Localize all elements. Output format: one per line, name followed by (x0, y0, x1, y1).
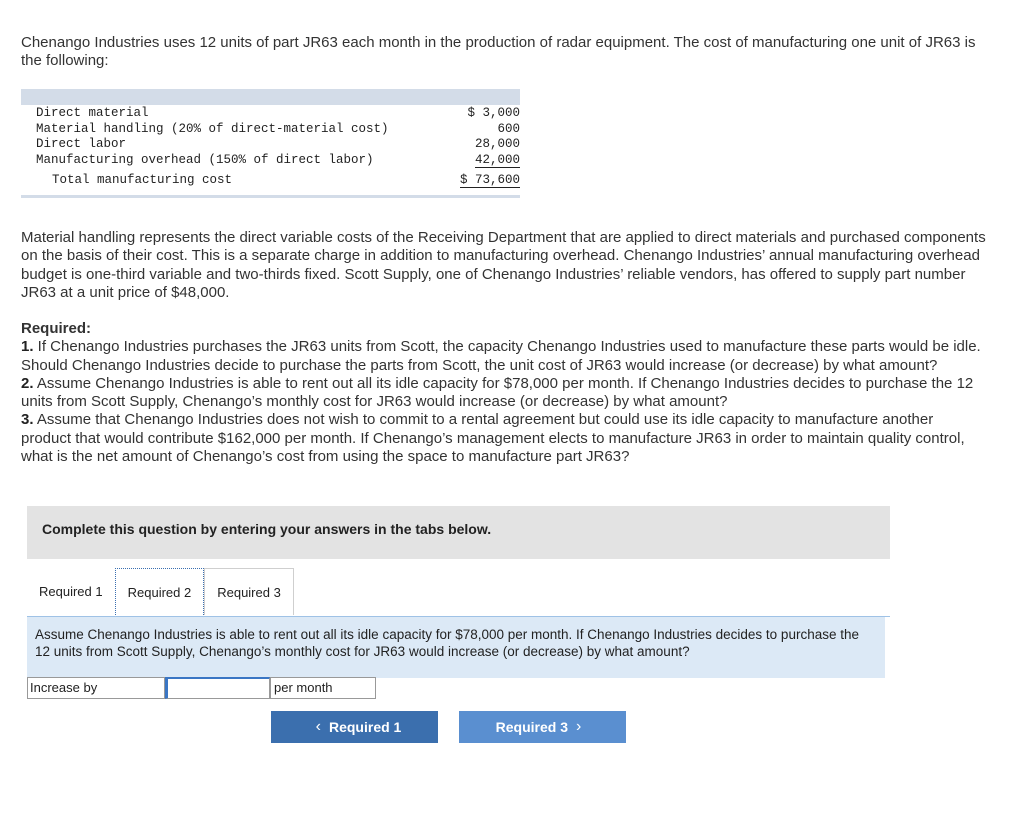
required-number: 1. (21, 338, 34, 356)
cost-amount-underlined: 42,000 (474, 152, 520, 167)
cost-label: Direct labor (36, 137, 127, 152)
chevron-left-icon: ‹ (315, 718, 321, 735)
cost-row (21, 153, 520, 169)
cost-label: Material handling (20% of direct-material cost) (36, 121, 389, 136)
answer-input[interactable] (165, 677, 270, 699)
required-heading: Required: (21, 320, 92, 337)
cost-total-underlined: $ 73,600 (459, 173, 520, 188)
cost-table (21, 89, 520, 198)
cost-row (21, 106, 520, 122)
answer-label-select[interactable]: Increase by (27, 677, 165, 699)
next-button-label: Required 3 (495, 719, 569, 735)
cost-row (21, 137, 520, 153)
prev-button[interactable] (271, 711, 438, 743)
tab-bar (27, 568, 294, 616)
chevron-right-icon: › (576, 718, 582, 735)
required-item (21, 338, 986, 375)
required-number: 3. (21, 411, 34, 429)
required-section (21, 320, 986, 466)
tab-required-2[interactable]: Required 2 (115, 568, 205, 615)
tab-required-3[interactable]: Required 3 (204, 568, 294, 615)
cost-amount (445, 153, 520, 169)
cost-label: Direct material (36, 106, 149, 120)
banner-text: Complete this question by entering your answers in the tabs below. (42, 521, 492, 537)
answer-unit: per month (270, 677, 376, 699)
cost-row (21, 122, 520, 138)
instructions-banner (27, 506, 890, 559)
required-number: 2. (21, 374, 34, 392)
answer-row (27, 677, 376, 699)
cost-total-amount (447, 173, 520, 189)
question-box: Assume Chenango Industries is able to rent out all its idle capacity for $78,000 per month. If Chenango Industries decides to purchase the 12 units from Scott Supply, Chenango’s monthly cost for JR63 would increase (or decrease) by what amount? (27, 617, 885, 678)
cost-total-label: Total manufacturing cost (52, 173, 233, 188)
tab-required-1[interactable]: Required 1 (39, 584, 103, 599)
required-text: If Chenango Industries purchases the JR63 units from Scott, the capacity Chenango Industries used to manufacture these parts would be idle. Should Chenango Industries decide to purchase the parts from Scott, the unit cost of JR63 would increase (or decrease) by what amount? (21, 338, 981, 374)
cost-amount: 28,000 (474, 137, 520, 152)
required-item (21, 411, 986, 466)
cost-total-row (21, 173, 520, 189)
cost-amount: $ 3,000 (467, 106, 520, 120)
cost-label: Manufacturing overhead (150% of direct labor) (36, 152, 374, 167)
cost-amount: 600 (497, 121, 520, 136)
problem-intro: Chenango Industries uses 12 units of part JR63 each month in the production of radar equipment. The cost of manufacturing one unit of JR63 is the following: (21, 34, 976, 69)
required-item (21, 375, 986, 412)
problem-description: Material handling represents the direct variable costs of the Receiving Department that are applied to direct materials and purchased components on the basis of their cost. This is a separate charge in addition to manufacturing overhead. Chenango Industries’ annual manufacturing overhead budget is one-third variable and two-thirds fixed. Scott Supply, one of Chenango Industries’ reliable vendors, has offered to supply part number JR63 at a unit price of $48,000. (21, 229, 986, 301)
next-button[interactable] (459, 711, 626, 743)
required-text: Assume that Chenango Industries does not wish to commit to a rental agreement but could use its idle capacity to manufacture another product that would contribute $162,000 per month. If Chenango’s management elects to manufacture JR63 in order to maintain quality control, what is the net amount of Chenango’s cost from using the space to manufacture part JR63? (21, 411, 965, 466)
prev-button-label: Required 1 (328, 719, 402, 735)
required-text: Assume Chenango Industries is able to rent out all its idle capacity for $78,000 per month. If Chenango Industries decides to purchase the 12 units from Scott Supply, Chenango’s monthly cost for JR63 would increase (or decrease) by what amount? (21, 374, 974, 411)
